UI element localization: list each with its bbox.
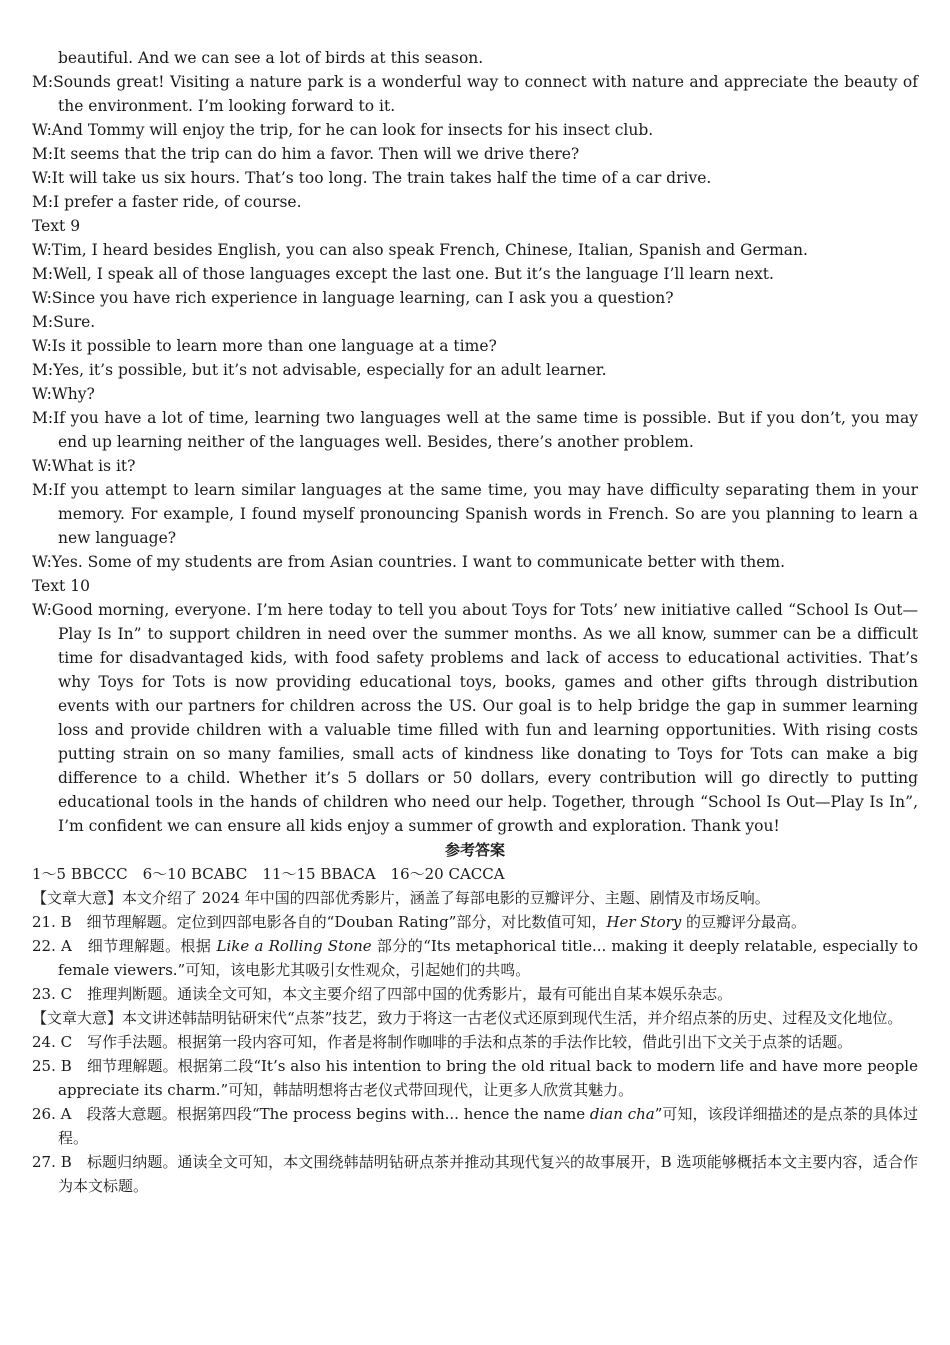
dialogue-line: W:It will take us six hours. That’s too long. The train takes half the time of a car drive.	[32, 169, 712, 187]
dialogue-line: M:It seems that the trip can do him a favor. Then will we drive there?	[32, 145, 580, 163]
answer-explanation: 细节理解题。根据第二段“It’s also his intention to bring the old ritual back to modern life and have more people appreciate its charm.”可知，韩喆明想将古老仪式带回现代，让更多人欣赏其魅力。	[58, 1057, 918, 1099]
dialogue-line: M:Well, I speak all of those languages except the last one. But it’s the language I’ll learn next.	[32, 265, 774, 283]
dialogue-line: W:And Tommy will enjoy the trip, for he can look for insects for his insect club.	[32, 121, 654, 139]
answer-item	[32, 1150, 918, 1198]
answer-item	[32, 910, 918, 934]
dialogue-line: W:Why?	[32, 385, 95, 403]
answer-explanation-tail: 部分的“Its metaphorical title... making it deeply relatable, especially to female viewers.”可知，该电影尤其吸引女性观众，引起她们的共鸣。	[58, 937, 918, 979]
answer-number: 22. A	[32, 937, 72, 955]
answer-explanation-tail: ”可知，该段详细描述的是点茶的具体过程。	[58, 1105, 918, 1147]
dialogue-line: M:If you have a lot of time, learning two languages well at the same time is possible. But if you don’t, you may end up learning neither of the languages well. Besides, there’s another problem.	[32, 409, 918, 451]
answer-number: 23. C	[32, 985, 73, 1003]
article-summary	[32, 1006, 918, 1030]
dialogue-line: M:Sounds great! Visiting a nature park is a wonderful way to connect with nature and appreciate the beauty of the environment. I’m looking forward to it.	[32, 73, 918, 115]
summary-text: 本文讲述韩喆明钻研宋代“点茶”技艺，致力于将这一古老仪式还原到现代生活，并介绍点茶的历史、过程及文化地位。	[122, 1009, 903, 1027]
answer-italic: Like a Rolling Stone	[216, 937, 372, 955]
text9-heading: Text 9	[32, 217, 81, 235]
answer-number: 24. C	[32, 1033, 73, 1051]
dialogue-line: W:Is it possible to learn more than one language at a time?	[32, 337, 497, 355]
document-page	[32, 46, 918, 1198]
speech-paragraph: W:Good morning, everyone. I’m here today to tell you about Toys for Tots’ new initiative called “School Is Out—Play Is In” to support children in need over the summer months. As we all know, summer can be a difficult time for disadvantaged kids, with food safety problems and lack of access to educational activities. That’s why Toys for Tots is now providing educational toys, books, games and other gifts through distribution events with our partners for children across the US. Our goal is to help bridge the gap in summer learning loss and provide children with a valuable time filled with fun and learning opportunities. With rising costs putting strain on so many families, small acts of kindness like donating to Toys for Tots can make a big difference to a child. Whether it’s 5 dollars or 50 dollars, every contribution will go directly to putting educational tools in the hands of children who need our help. Together, through “School Is Out—Play Is In”, I’m confident we can ensure all kids enjoy a summer of growth and exploration. Thank you!	[32, 601, 918, 835]
answer-explanation: 推理判断题。通读全文可知，本文主要介绍了四部中国的优秀影片，最有可能出自某本娱乐杂志。	[87, 985, 733, 1003]
dialogue-line: beautiful. And we can see a lot of birds at this season.	[58, 49, 484, 67]
answer-item	[32, 1054, 918, 1102]
answers-title: 参考答案	[444, 841, 505, 859]
answer-item	[32, 1030, 918, 1054]
answer-number: 27. B	[32, 1153, 72, 1171]
summary-tag: 【文章大意】	[32, 889, 123, 907]
answer-explanation: 段落大意题。根据第四段“The process begins with... hence the name	[86, 1105, 590, 1123]
dialogue-line: W:What is it?	[32, 457, 136, 475]
dialogue-line: W:Since you have rich experience in language learning, can I ask you a question?	[32, 289, 674, 307]
answer-number: 21. B	[32, 913, 72, 931]
dialogue-line: M:Sure.	[32, 313, 96, 331]
dialogue-line: M:I prefer a faster ride, of course.	[32, 193, 302, 211]
answer-explanation: 写作手法题。根据第一段内容可知，作者是将制作咖啡的手法和点茶的手法作比较，借此引出下文关于点茶的话题。	[87, 1033, 853, 1051]
text10-heading: Text 10	[32, 577, 90, 595]
dialogue-line: M:If you attempt to learn similar languages at the same time, you may have difficulty separating them in your memory. For example, I found myself pronouncing Spanish words in French. So are you planning to learn a new language?	[32, 481, 918, 547]
answer-explanation: 标题归纳题。通读全文可知，本文围绕韩喆明钻研点茶并推动其现代复兴的故事展开，B 选项能够概括本文主要内容，适合作为本文标题。	[58, 1153, 918, 1195]
answer-keys: 1～5 BBCCC 6～10 BCABC 11～15 BBACA 16～20 CACCA	[32, 865, 505, 883]
answer-explanation-tail: 的豆瓣评分最高。	[681, 913, 807, 931]
dialogue-line: W:Tim, I heard besides English, you can also speak French, Chinese, Italian, Spanish and German.	[32, 241, 808, 259]
article-summary	[32, 886, 918, 910]
answer-item	[32, 1102, 918, 1150]
answer-item	[32, 982, 918, 1006]
summary-tag: 【文章大意】	[32, 1009, 123, 1027]
answer-explanation: 细节理解题。定位到四部电影各自的“Douban Rating”部分，对比数值可知，	[86, 913, 607, 931]
answer-explanation: 细节理解题。根据	[87, 937, 217, 955]
answer-italic: dian cha	[589, 1105, 655, 1123]
answer-italic: Her Story	[606, 913, 682, 931]
answer-number: 25. B	[32, 1057, 72, 1075]
summary-text: 本文介绍了 2024 年中国的四部优秀影片，涵盖了每部电影的豆瓣评分、主题、剧情及市场反响。	[122, 889, 770, 907]
answer-number: 26. A	[32, 1105, 72, 1123]
dialogue-line: M:Yes, it’s possible, but it’s not advisable, especially for an adult learner.	[32, 361, 607, 379]
answer-item	[32, 934, 918, 982]
dialogue-line: W:Yes. Some of my students are from Asian countries. I want to communicate better with them.	[32, 553, 786, 571]
